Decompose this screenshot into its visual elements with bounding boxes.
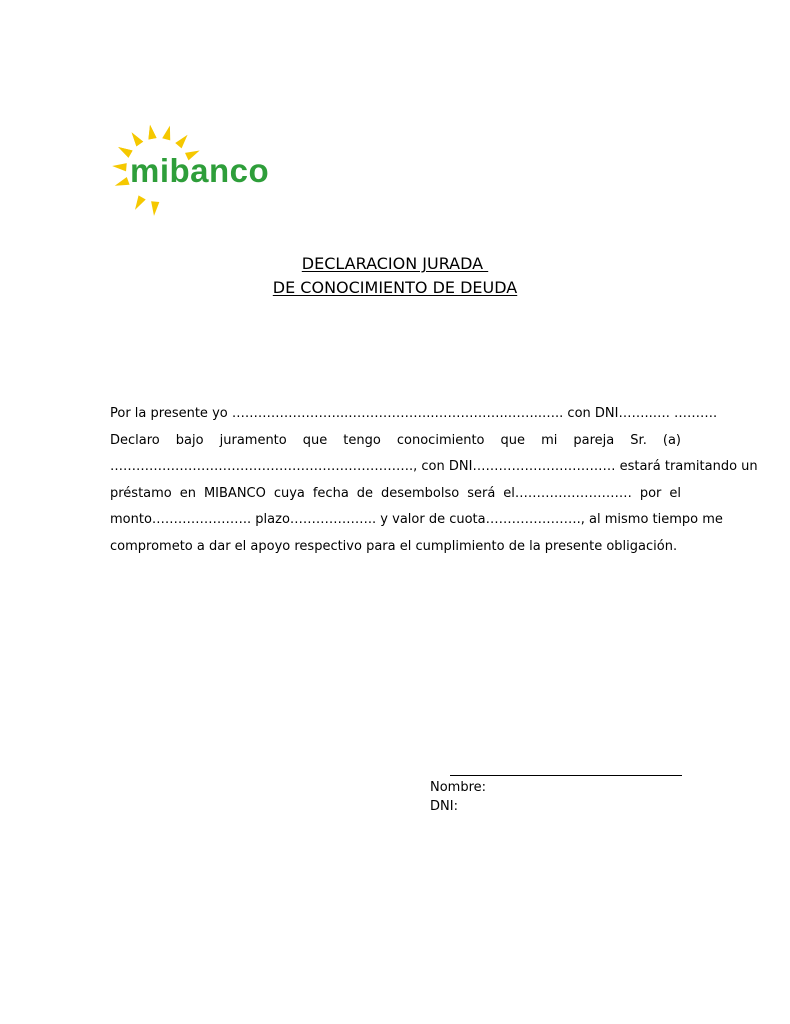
paragraph-line: monto………………….. plazo……………….. y valor de cuota…………………., al mismo tiempo me [110, 512, 723, 528]
title-line-1: DECLARACION JURADA [301, 254, 489, 273]
sun-ray [115, 177, 130, 186]
paragraph-line: ……………………………………………………………., con DNI…………………………… estará tramitando un [110, 459, 758, 475]
signature-name-label: Nombre: [430, 780, 487, 795]
signature-line [450, 775, 682, 776]
sun-ray [148, 125, 156, 140]
declaration-paragraph [110, 401, 758, 561]
sun-ray [151, 201, 159, 216]
paragraph-line: Declaro bajo juramento que tengo conocimiento que mi pareja Sr. (a) [110, 432, 681, 448]
title-line-2: DE CONOCIMIENTO DE DEUDA [272, 278, 518, 297]
mibanco-logo [110, 124, 290, 214]
logo-wordmark: mibanco [130, 152, 270, 189]
sun-ray [162, 126, 170, 141]
sun-ray [175, 135, 187, 149]
document-title [0, 252, 790, 300]
paragraph-line: Por la presente yo ……………………...………………..……………..……..….. con DNI……..…. ………. [110, 406, 718, 421]
signature-dni-label: DNI: [430, 799, 458, 814]
sun-ray [112, 163, 127, 171]
paragraph-line: préstamo en MIBANCO cuya fecha de desembolso será el……………………… por el [110, 485, 681, 501]
paragraph-line: comprometo a dar el apoyo respectivo para el cumplimiento de la presente obligación. [110, 538, 678, 554]
sun-ray [135, 195, 146, 209]
sun-icon [110, 124, 290, 214]
sun-ray [132, 132, 144, 146]
